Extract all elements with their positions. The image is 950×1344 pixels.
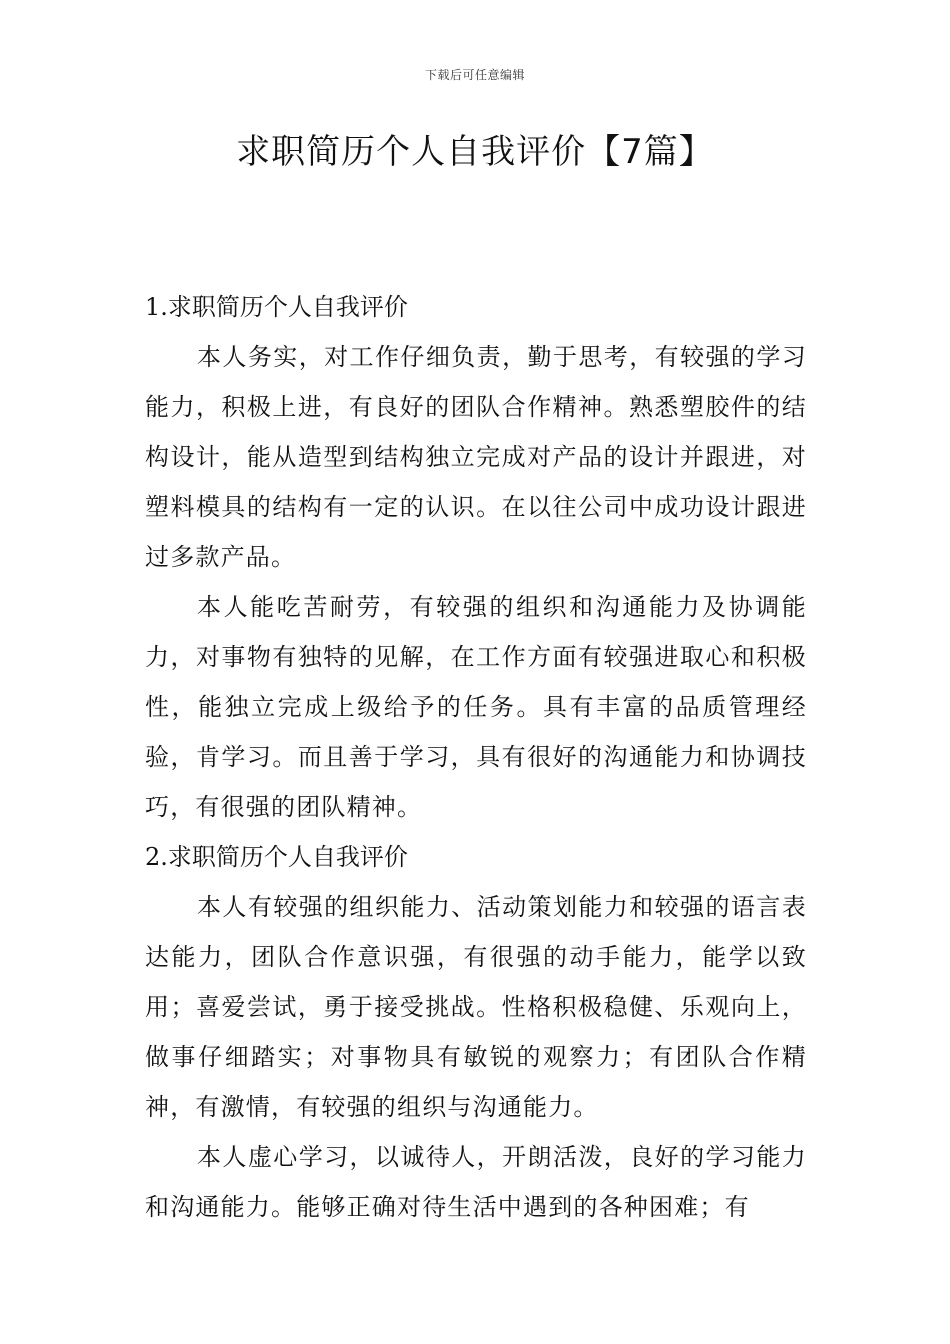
paragraph: 本人能吃苦耐劳，有较强的组织和沟通能力及协调能力，对事物有独特的见解，在工作方面有较强进取心和积极性，能独立完成上级给予的任务。具有丰富的品质管理经验，肯学习。而且善于学习，具有很好的沟通能力和协调技巧，有很强的团队精神。	[145, 593, 807, 821]
document-body	[145, 282, 807, 1232]
section-heading: 2.求职简历个人自我评价	[145, 843, 408, 871]
section-heading: 1.求职简历个人自我评价	[145, 293, 408, 321]
document-title: 求职简历个人自我评价【7篇】	[236, 132, 714, 172]
paragraph: 本人有较强的组织能力、活动策划能力和较强的语言表达能力，团队合作意识强，有很强的动手能力，能学以致用；喜爱尝试，勇于接受挑战。性格积极稳健、乐观向上，做事仔细踏实；对事物具有敏锐的观察力；有团队合作精神，有激情，有较强的组织与沟通能力。	[145, 893, 807, 1121]
header-note: 下载后可任意编辑	[424, 68, 525, 82]
paragraph: 本人务实，对工作仔细负责，勤于思考，有较强的学习能力，积极上进，有良好的团队合作精神。熟悉塑胶件的结构设计，能从造型到结构独立完成对产品的设计并跟进，对塑料模具的结构有一定的认识。在以往公司中成功设计跟进过多款产品。	[145, 343, 807, 571]
paragraph: 本人虚心学习，以诚待人，开朗活泼，良好的学习能力和沟通能力。能够正确对待生活中遇到的各种困难；有	[145, 1143, 807, 1221]
section-1	[145, 282, 807, 832]
section-2	[145, 832, 807, 1232]
